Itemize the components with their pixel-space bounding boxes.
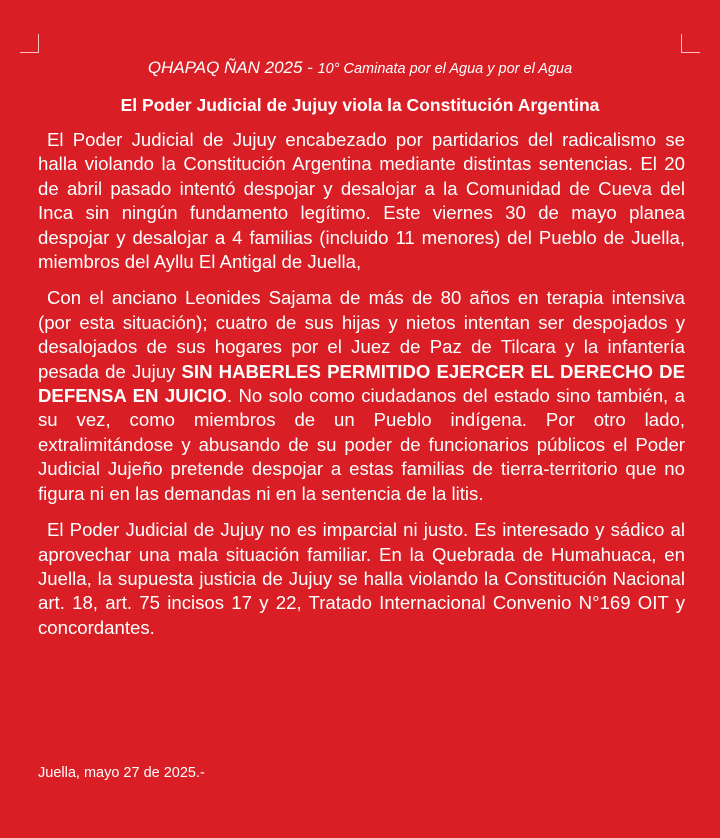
header-main: QHAPAQ ÑAN 2025	[147, 58, 303, 77]
header-separator: -	[302, 58, 318, 77]
document-header	[0, 57, 720, 80]
paragraph-1: El Poder Judicial de Jujuy encabezado por partidarios del radicalismo se halla violando la Constitución Argentina mediante distintas sentencias. El 20 de abril pasado intentó despojar y desalojar a la Comunidad de Cueva del Inca sin ningún fundamento legítimo. Este viernes 30 de mayo planea despojar y desalojar a 4 familias (incluido 11 menores) del Pueblo de Juella, miembros del Ayllu El Antigal de Juella,	[38, 129, 685, 273]
paragraph-2	[38, 286, 685, 506]
top-right-corner-mark	[681, 34, 700, 53]
document-title: El Poder Judicial de Jujuy viola la Constitución Argentina	[120, 95, 600, 115]
paragraph-2-text-start: Con el anciano Leonides Sajama de más de 80 años en terapia intensiva (por esta situación); cuatro de sus hijas y nietos intentan ser despojados y desalojados de sus hogares por el Juez de Paz de Tilcara y la infantería pesada de Jujuy	[38, 287, 685, 382]
document-date-line: Juella, mayo 27 de 2025.-	[38, 765, 205, 781]
header-subtitle: 10° Caminata por el Agua y por el Agua	[317, 61, 573, 77]
document-body	[38, 128, 685, 652]
paragraph-2-emphasis: SIN HABERLES PERMITIDO EJERCER EL DERECHO DE DEFENSA EN JUICIO	[38, 360, 685, 407]
top-left-corner-mark	[20, 34, 39, 53]
paragraph-3: El Poder Judicial de Jujuy no es imparcial ni justo. Es interesado y sádico al aprovechar una mala situación familiar. En la Quebrada de Humahuaca, en Juella, la supuesta justicia de Jujuy se halla violando la Constitución Nacional art. 18, art. 75 incisos 17 y 22, Tratado Internacional Convenio N°169 OIT y concordantes.	[38, 519, 685, 638]
paragraph-2-text-end: . No solo como ciudadanos del estado sino también, a su vez, como miembros de un Pueblo indígena. Por otro lado, extralimitándose y abusando de su poder de funcionarios públicos el Poder Judicial Jujeño pretende despojar a estas familias de tierra-territorio que no figura ni en las demandas ni en la sentencia de la litis.	[38, 385, 685, 504]
